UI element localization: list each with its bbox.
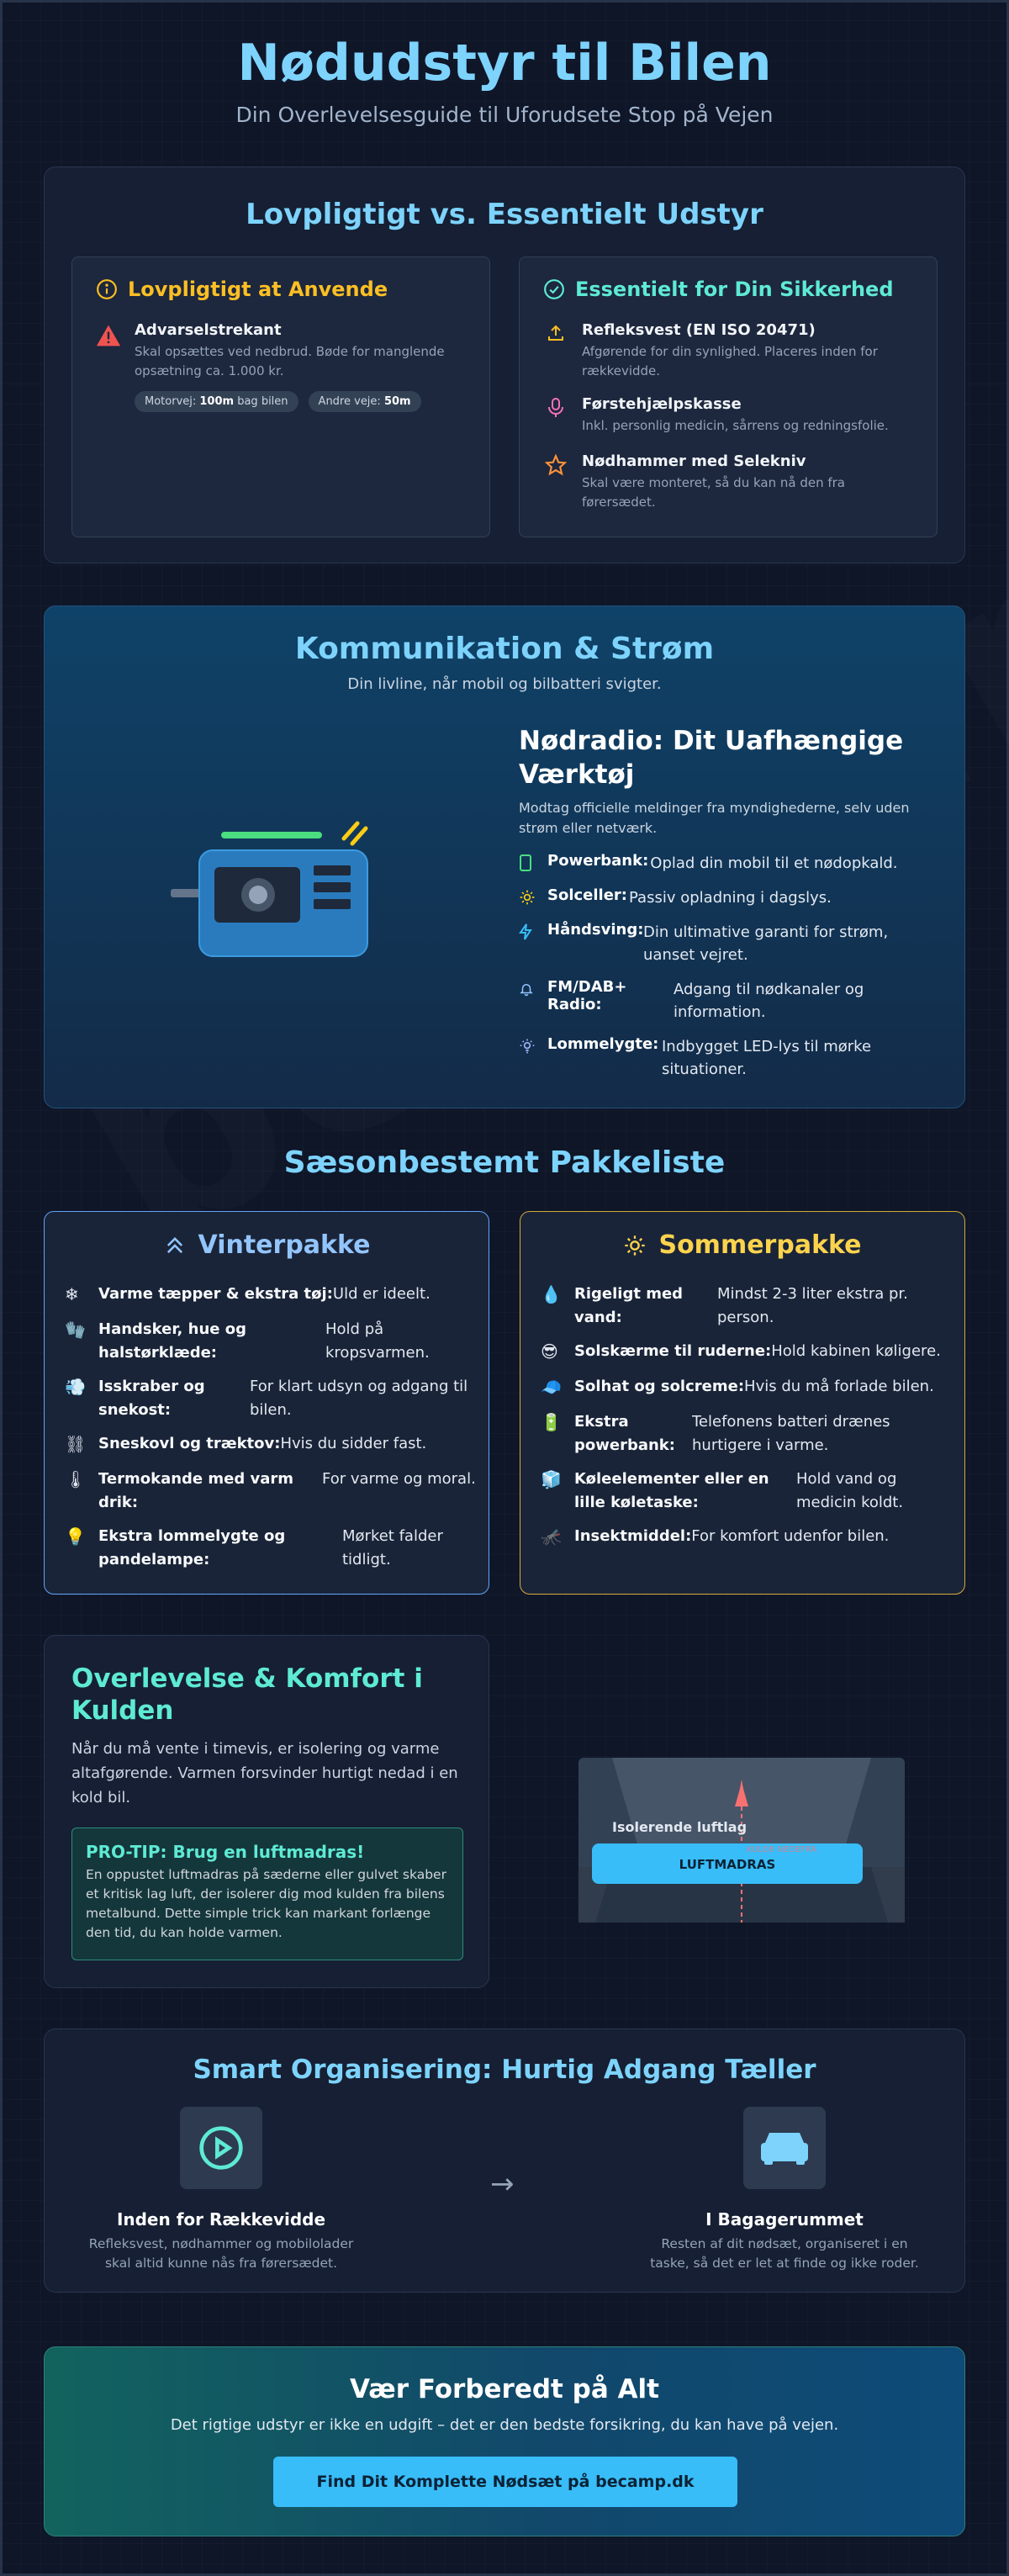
arrow-right-icon: → — [490, 2167, 515, 2201]
essential-item-hammer — [543, 452, 922, 512]
check-circle-icon — [543, 278, 565, 300]
summer-item-desc: For komfort udenfor bilen. — [691, 1527, 890, 1545]
essential-item-title: Førstehjælpskasse — [582, 395, 742, 413]
essential-card — [519, 257, 938, 537]
winter-item — [65, 1283, 477, 1306]
radio-feature — [519, 886, 832, 909]
radio-feature — [519, 852, 898, 875]
cold-text: Når du må vente i timevis, er isolering og varme altafgørende. Varmen forsvinder hurtigt nedad i en kold bil. — [71, 1740, 458, 1806]
radio-feature-desc: Oplad din mobil til et nødopkald. — [650, 854, 898, 872]
radio-feature-desc: Adgang til nødkanaler og information. — [674, 981, 864, 1021]
cta-title: Vær Forberedt på Alt — [349, 2374, 660, 2404]
radio-description: Modtag officielle meldinger fra myndighederne, selv uden strøm eller netværk. — [519, 800, 910, 836]
sun-icon — [623, 1234, 647, 1257]
trunk-desc: Resten af dit nødsæt, organiseret i en taske, så det er let at finde og ikke roder. — [650, 2236, 919, 2271]
winter-item-label: Isskraber og snekost: — [98, 1378, 205, 1419]
winter-pack-label: Vinterpakke — [198, 1230, 371, 1260]
winter-item-desc: Mørket falder tidligt. — [342, 1527, 443, 1568]
info-circle-icon — [96, 278, 118, 300]
summer-pack-label: Sommerpakke — [658, 1230, 862, 1260]
radio-feature-desc: Passiv opladning i dagslys. — [629, 889, 832, 907]
mandatory-item-title: Advarselstrekant — [135, 321, 282, 339]
star-icon — [545, 454, 567, 476]
radio-feature-label: Lommelygte: — [547, 1035, 659, 1053]
essential-item-title: Refleksvest (EN ISO 20471) — [582, 321, 816, 339]
legal-section — [44, 167, 965, 563]
summer-pack-card — [520, 1211, 965, 1595]
protip-box — [71, 1828, 463, 1960]
upload-icon — [546, 323, 566, 343]
summer-item-label: Ekstra powerbank: — [574, 1413, 675, 1454]
distance-badge-motorway: Motorvej: 100m bag bilen — [135, 391, 298, 412]
essential-item-firstaid — [543, 395, 922, 436]
summer-item — [541, 1525, 953, 1548]
organize-section — [44, 2029, 965, 2293]
water-drop-icon: 💧 — [541, 1284, 562, 1304]
page-title: Nødudstyr til Bilen — [237, 34, 772, 93]
summer-item-desc: Hold kabinen køligere. — [771, 1342, 941, 1360]
summer-item — [541, 1410, 953, 1457]
thermometer-icon: 🌡 — [65, 1469, 87, 1489]
mattress-label: LUFTMADRAS — [679, 1857, 776, 1872]
winter-item-desc: Hold på kropsvarmen. — [325, 1320, 430, 1362]
within-reach-block — [78, 2107, 364, 2273]
gloves-icon: 🧤 — [65, 1320, 86, 1340]
winter-item — [65, 1468, 477, 1515]
lightbulb-icon: 💡 — [65, 1526, 86, 1547]
essential-item-desc: Skal være monteret, så du kan nå den fra førersædet. — [582, 475, 845, 510]
essential-item-desc: Afgørende for din synlighed. Placeres inden for rækkevidde. — [582, 344, 878, 378]
mandatory-heading — [96, 278, 388, 301]
bulb-icon — [519, 1038, 536, 1055]
winter-item — [65, 1318, 477, 1365]
summer-item — [541, 1468, 953, 1515]
communication-title: Kommunikation & Strøm — [294, 632, 715, 666]
trunk-title: I Bagagerummet — [705, 2209, 864, 2230]
summer-item-desc: Telefonens batteri drænes hurtigere i varme. — [692, 1413, 890, 1454]
packing-title: Sæsonbestemt Pakkeliste — [283, 1145, 726, 1180]
essential-heading — [543, 278, 894, 301]
summer-item — [541, 1283, 953, 1330]
play-circle-icon — [198, 2124, 245, 2171]
emergency-radio-illustration — [171, 817, 398, 960]
microphone-icon — [546, 397, 566, 419]
snowflake-icon: ❄ — [65, 1284, 79, 1304]
summer-item-desc: Hvis du må forlade bilen. — [744, 1378, 934, 1395]
radio-feature — [519, 921, 914, 966]
winter-item-desc: Hvis du sidder fast. — [280, 1435, 427, 1452]
trunk-tile — [743, 2107, 826, 2189]
essential-item-title: Nødhammer med Selekniv — [582, 452, 806, 470]
mandatory-item-desc: Skal opsættes ved nedbrud. Bøde for manglende opsætning ca. 1.000 kr. — [135, 344, 445, 378]
winter-item-label: Termokande med varm drik: — [98, 1470, 294, 1511]
page-subtitle: Din Overlevelsesguide til Uforudsete Stop på Vejen — [235, 103, 774, 127]
within-reach-title: Inden for Rækkevidde — [116, 2209, 326, 2230]
winter-item-desc: Uld er ideelt. — [332, 1285, 431, 1303]
summer-item-desc: Hold vand og medicin koldt. — [796, 1470, 904, 1511]
radio-feature — [519, 978, 914, 1024]
radio-feature-desc: Din ultimative garanti for strøm, uanset vejret. — [643, 923, 889, 964]
car-trunk-icon — [759, 2129, 810, 2166]
legal-title: Lovpligtigt vs. Essentielt Udstyr — [246, 198, 763, 231]
summer-item-label: Insektmiddel: — [574, 1527, 692, 1545]
cold-from-below-label: KULDE NEDEFRA — [747, 1845, 817, 1854]
radio-feature-label: Håndsving: — [547, 921, 644, 939]
organize-title: Smart Organisering: Hurtig Adgang Tæller — [193, 2055, 816, 2085]
distance-badge-other: Andre veje: 50m — [309, 391, 421, 412]
mandatory-heading-label: Lovpligtigt at Anvende — [128, 278, 388, 301]
radio-feature-label: Powerbank: — [547, 852, 649, 870]
find-kit-button[interactable]: Find Dit Komplette Nødsæt på becamp.dk — [273, 2457, 737, 2507]
lightning-icon — [519, 923, 532, 940]
winter-item-desc: For varme og moral. — [322, 1470, 476, 1488]
winter-item-label: Varme tæpper & ekstra tøj: — [98, 1285, 333, 1303]
protip-text: En oppustet luftmadras på sæderne eller gulvet skaber et kritisk lag luft, der isolerer dig mod kulden fra bilens metalbund. Dette simple trick kan markant forlænge den tid, du kan holde varmen. — [86, 1867, 446, 1940]
mandatory-card — [71, 257, 490, 537]
bell-icon — [519, 981, 534, 997]
air-mattress-diagram — [578, 1758, 905, 1923]
warning-triangle-icon — [96, 323, 121, 348]
essential-item-desc: Inkl. personlig medicin, sårrens og redningsfolie. — [582, 418, 889, 433]
summer-item — [541, 1340, 953, 1363]
mosquito-icon: 🦟 — [541, 1526, 562, 1547]
radio-feature-desc: Indbygget LED-lys til mørke situationer. — [662, 1038, 872, 1078]
air-layer-label: Isolerende luftlag — [612, 1819, 748, 1835]
sun-icon — [519, 889, 536, 906]
radio-feature-label: Solceller: — [547, 886, 628, 904]
chain-icon: ⛓ — [65, 1434, 87, 1454]
summer-item-label: Køleelementer eller en lille køletaske: — [574, 1470, 769, 1511]
summer-item-desc: Mindst 2-3 liter ekstra pr. person. — [717, 1285, 908, 1326]
ice-cube-icon: 🧊 — [541, 1469, 562, 1489]
winter-item — [65, 1525, 477, 1572]
essential-heading-label: Essentielt for Din Sikkerhed — [575, 278, 894, 301]
phone-icon — [519, 854, 532, 871]
mandatory-item — [96, 321, 474, 412]
communication-subtitle: Din livline, når mobil og bilbatteri svigter. — [347, 675, 662, 693]
double-chevron-up-icon — [163, 1234, 187, 1257]
winter-item — [65, 1432, 477, 1456]
cold-section — [44, 1635, 489, 1988]
winter-item-label: Ekstra lommelygte og pandelampe: — [98, 1527, 286, 1568]
summer-pack-heading — [520, 1230, 964, 1260]
cold-title: Overlevelse & Komfort i Kulden — [71, 1664, 423, 1726]
summer-item — [541, 1375, 953, 1399]
cta-subtitle: Det rigtige udstyr er ikke en udgift – det er den bedste forsikring, du kan have på vejen. — [170, 2416, 839, 2434]
communication-section — [44, 606, 965, 1108]
protip-title: PRO-TIP: Brug en luftmadras! — [86, 1842, 365, 1862]
radio-feature-label: FM/DAB+ Radio: — [547, 978, 627, 1013]
winter-pack-heading — [45, 1230, 489, 1260]
winter-item — [65, 1375, 477, 1422]
winter-item-label: Handsker, hue og halstørklæde: — [98, 1320, 247, 1362]
within-reach-tile — [180, 2107, 262, 2189]
radio-title: Nødradio: Dit Uafhængige Værktøj — [519, 726, 904, 790]
winter-pack-card — [44, 1211, 489, 1595]
trunk-block — [642, 2107, 927, 2273]
essential-item-vest — [543, 321, 922, 381]
summer-item-label: Solhat og solcreme: — [574, 1378, 745, 1395]
cap-icon: 🧢 — [541, 1377, 562, 1397]
winter-item-label: Sneskovl og træktov: — [98, 1435, 281, 1452]
within-reach-desc: Refleksvest, nødhammer og mobilolader skal altid kunne nås fra førersædet. — [88, 2236, 354, 2271]
radio-feature — [519, 1035, 914, 1081]
battery-icon: 🔋 — [541, 1412, 562, 1432]
summer-item-label: Solskærme til ruderne: — [574, 1342, 772, 1360]
winter-item-desc: For klart udsyn og adgang til bilen. — [250, 1378, 468, 1419]
wind-icon: 💨 — [65, 1377, 86, 1397]
sunglasses-icon: 😎 — [541, 1341, 558, 1362]
cta-section — [44, 2346, 965, 2536]
summer-item-label: Rigeligt med vand: — [574, 1285, 684, 1326]
